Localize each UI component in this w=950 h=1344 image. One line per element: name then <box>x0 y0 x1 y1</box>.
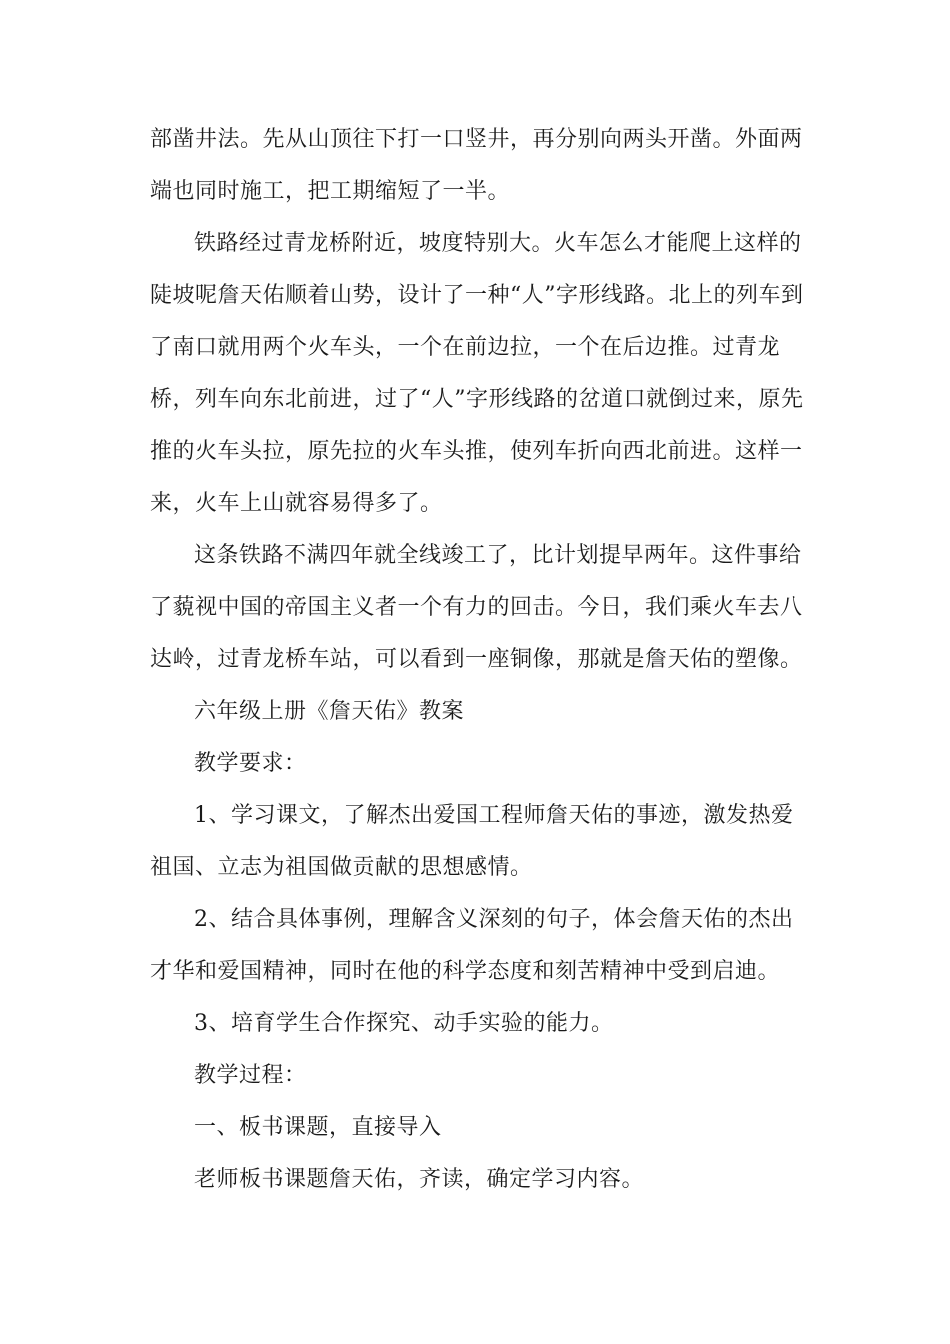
text-line: 六年级上册《詹天佑》教案 <box>194 699 465 724</box>
requirement-item <box>150 894 800 998</box>
text-line: 来，火车上山就容易得多了。 <box>150 491 443 516</box>
document-body <box>150 114 804 1206</box>
text-line: 桥，列车向东北前进，过了“人”字形线路的岔道口就倒过来，原先 <box>150 387 804 412</box>
text-line: 铁路经过青龙桥附近，坡度特别大。火车怎么才能爬上这样的 <box>194 231 802 256</box>
text-line: 教学过程： <box>194 1063 307 1088</box>
text-line: 陡坡呢詹天佑顺着山势，设计了一种“人”字形线路。北上的列车到 <box>150 283 804 308</box>
text-line: 老师板书课题詹天佑，齐读，确定学习内容。 <box>194 1167 645 1192</box>
paragraph <box>150 530 803 686</box>
requirement-item <box>150 790 800 894</box>
lesson-plan-title <box>150 686 800 738</box>
text-line: 才华和爱国精神，同时在他的科学态度和刻苦精神中受到启迪。 <box>150 959 781 984</box>
text-line: 这条铁路不满四年就全线竣工了，比计划提早两年。这件事给 <box>194 543 802 568</box>
paragraph <box>150 114 803 218</box>
process-step-heading <box>150 1102 800 1154</box>
text-line: 部凿井法。先从山顶往下打一口竖井，再分别向两头开凿。外面两 <box>150 127 803 152</box>
paragraph <box>150 218 804 530</box>
text-line: 达岭，过青龙桥车站，可以看到一座铜像，那就是詹天佑的塑像。 <box>150 647 803 672</box>
section-heading-requirements <box>150 738 800 790</box>
text-line: 推的火车头拉，原先拉的火车头推，使列车折向西北前进。这样一 <box>150 439 803 464</box>
process-step-text <box>150 1154 800 1206</box>
text-line: 一、板书课题，直接导入 <box>194 1115 442 1140</box>
text-line: 端也同时施工，把工期缩短了一半。 <box>150 179 511 204</box>
text-line: 2、结合具体事例，理解含义深刻的句子，体会詹天佑的杰出 <box>194 907 794 932</box>
text-line: 了藐视中国的帝国主义者一个有力的回击。今日，我们乘火车去八 <box>150 595 803 620</box>
section-heading-process <box>150 1050 800 1102</box>
text-line: 教学要求： <box>194 751 307 776</box>
text-line: 1、学习课文，了解杰出爱国工程师詹天佑的事迹，激发热爱 <box>194 803 794 828</box>
text-line: 祖国、立志为祖国做贡献的思想感情。 <box>150 855 533 880</box>
text-line: 3、培育学生合作探究、动手实验的能力。 <box>194 1011 614 1036</box>
text-line: 了南口就用两个火车头，一个在前边拉，一个在后边推。过青龙 <box>150 335 781 360</box>
requirement-item <box>150 998 800 1050</box>
